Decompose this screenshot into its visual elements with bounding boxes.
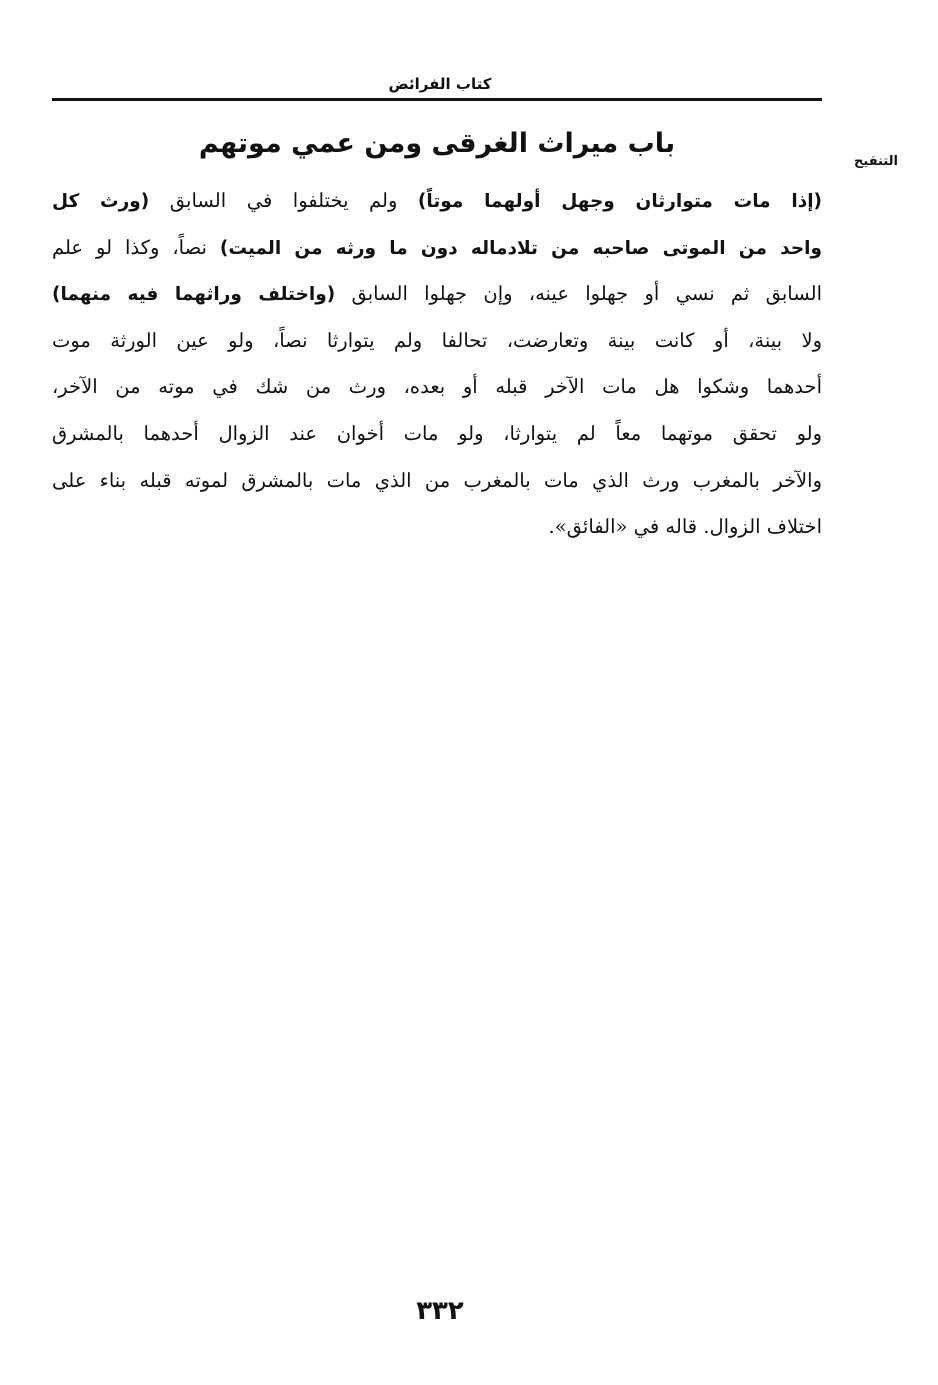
text-phrase: نصاً، وكذا لو علم (52, 235, 220, 259)
page-number: ٣٣٢ (416, 1296, 464, 1326)
text-phrase: السابق ثم نسي أو جهلوا عينه، وإن جهلوا السابق (335, 282, 822, 306)
running-head-title: كتاب الفرائض (388, 75, 492, 93)
text-line-6 (52, 411, 822, 458)
bold-phrase: (إذا مات متوارثان وجهل أولهما موتاً) (417, 191, 822, 212)
text-phrase: والآخر بالمغرب ورث الذي مات بالمغرب من الذي مات بالمشرق لموته قبله بناء على (52, 468, 822, 492)
text-line-4 (52, 318, 822, 365)
text-phrase: أحدهما وشكوا هل مات الآخر قبله أو بعده، ورث من شك في موته من الآخر، (52, 375, 822, 399)
body-text (52, 178, 822, 551)
text-phrase: ولا بينة، أو كانت بينة وتعارضت، تحالفا ولم يتوارثا نصاً، ولو عين الورثة موت (52, 328, 822, 352)
text-phrase: ولم يختلفوا في السابق (149, 189, 418, 212)
text-line-1 (52, 178, 822, 225)
header-rule (52, 98, 822, 101)
text-line-7 (52, 458, 822, 505)
bold-phrase: (ورث كل (52, 191, 150, 212)
text-line-5 (52, 364, 822, 411)
text-line-8 (52, 504, 822, 551)
text-phrase: اختلاف الزوال. قاله في «الفائق». (548, 515, 822, 539)
bold-phrase: واحد من الموتى صاحبه من تلادماله دون ما ورثه من الميت) (219, 237, 822, 259)
side-label: التنقيح (854, 154, 898, 169)
text-phrase: ولو تحقق موتهما معاً لم يتوارثا، ولو مات أخوان عند الزوال أحدهما بالمشرق (52, 421, 822, 445)
text-line-3 (52, 271, 822, 318)
text-line-2 (52, 225, 822, 272)
chapter-title: باب ميراث الغرقى ومن عمي موتهم (198, 128, 676, 159)
bold-phrase: (واختلف وراثهما فيه منهما) (52, 284, 336, 306)
